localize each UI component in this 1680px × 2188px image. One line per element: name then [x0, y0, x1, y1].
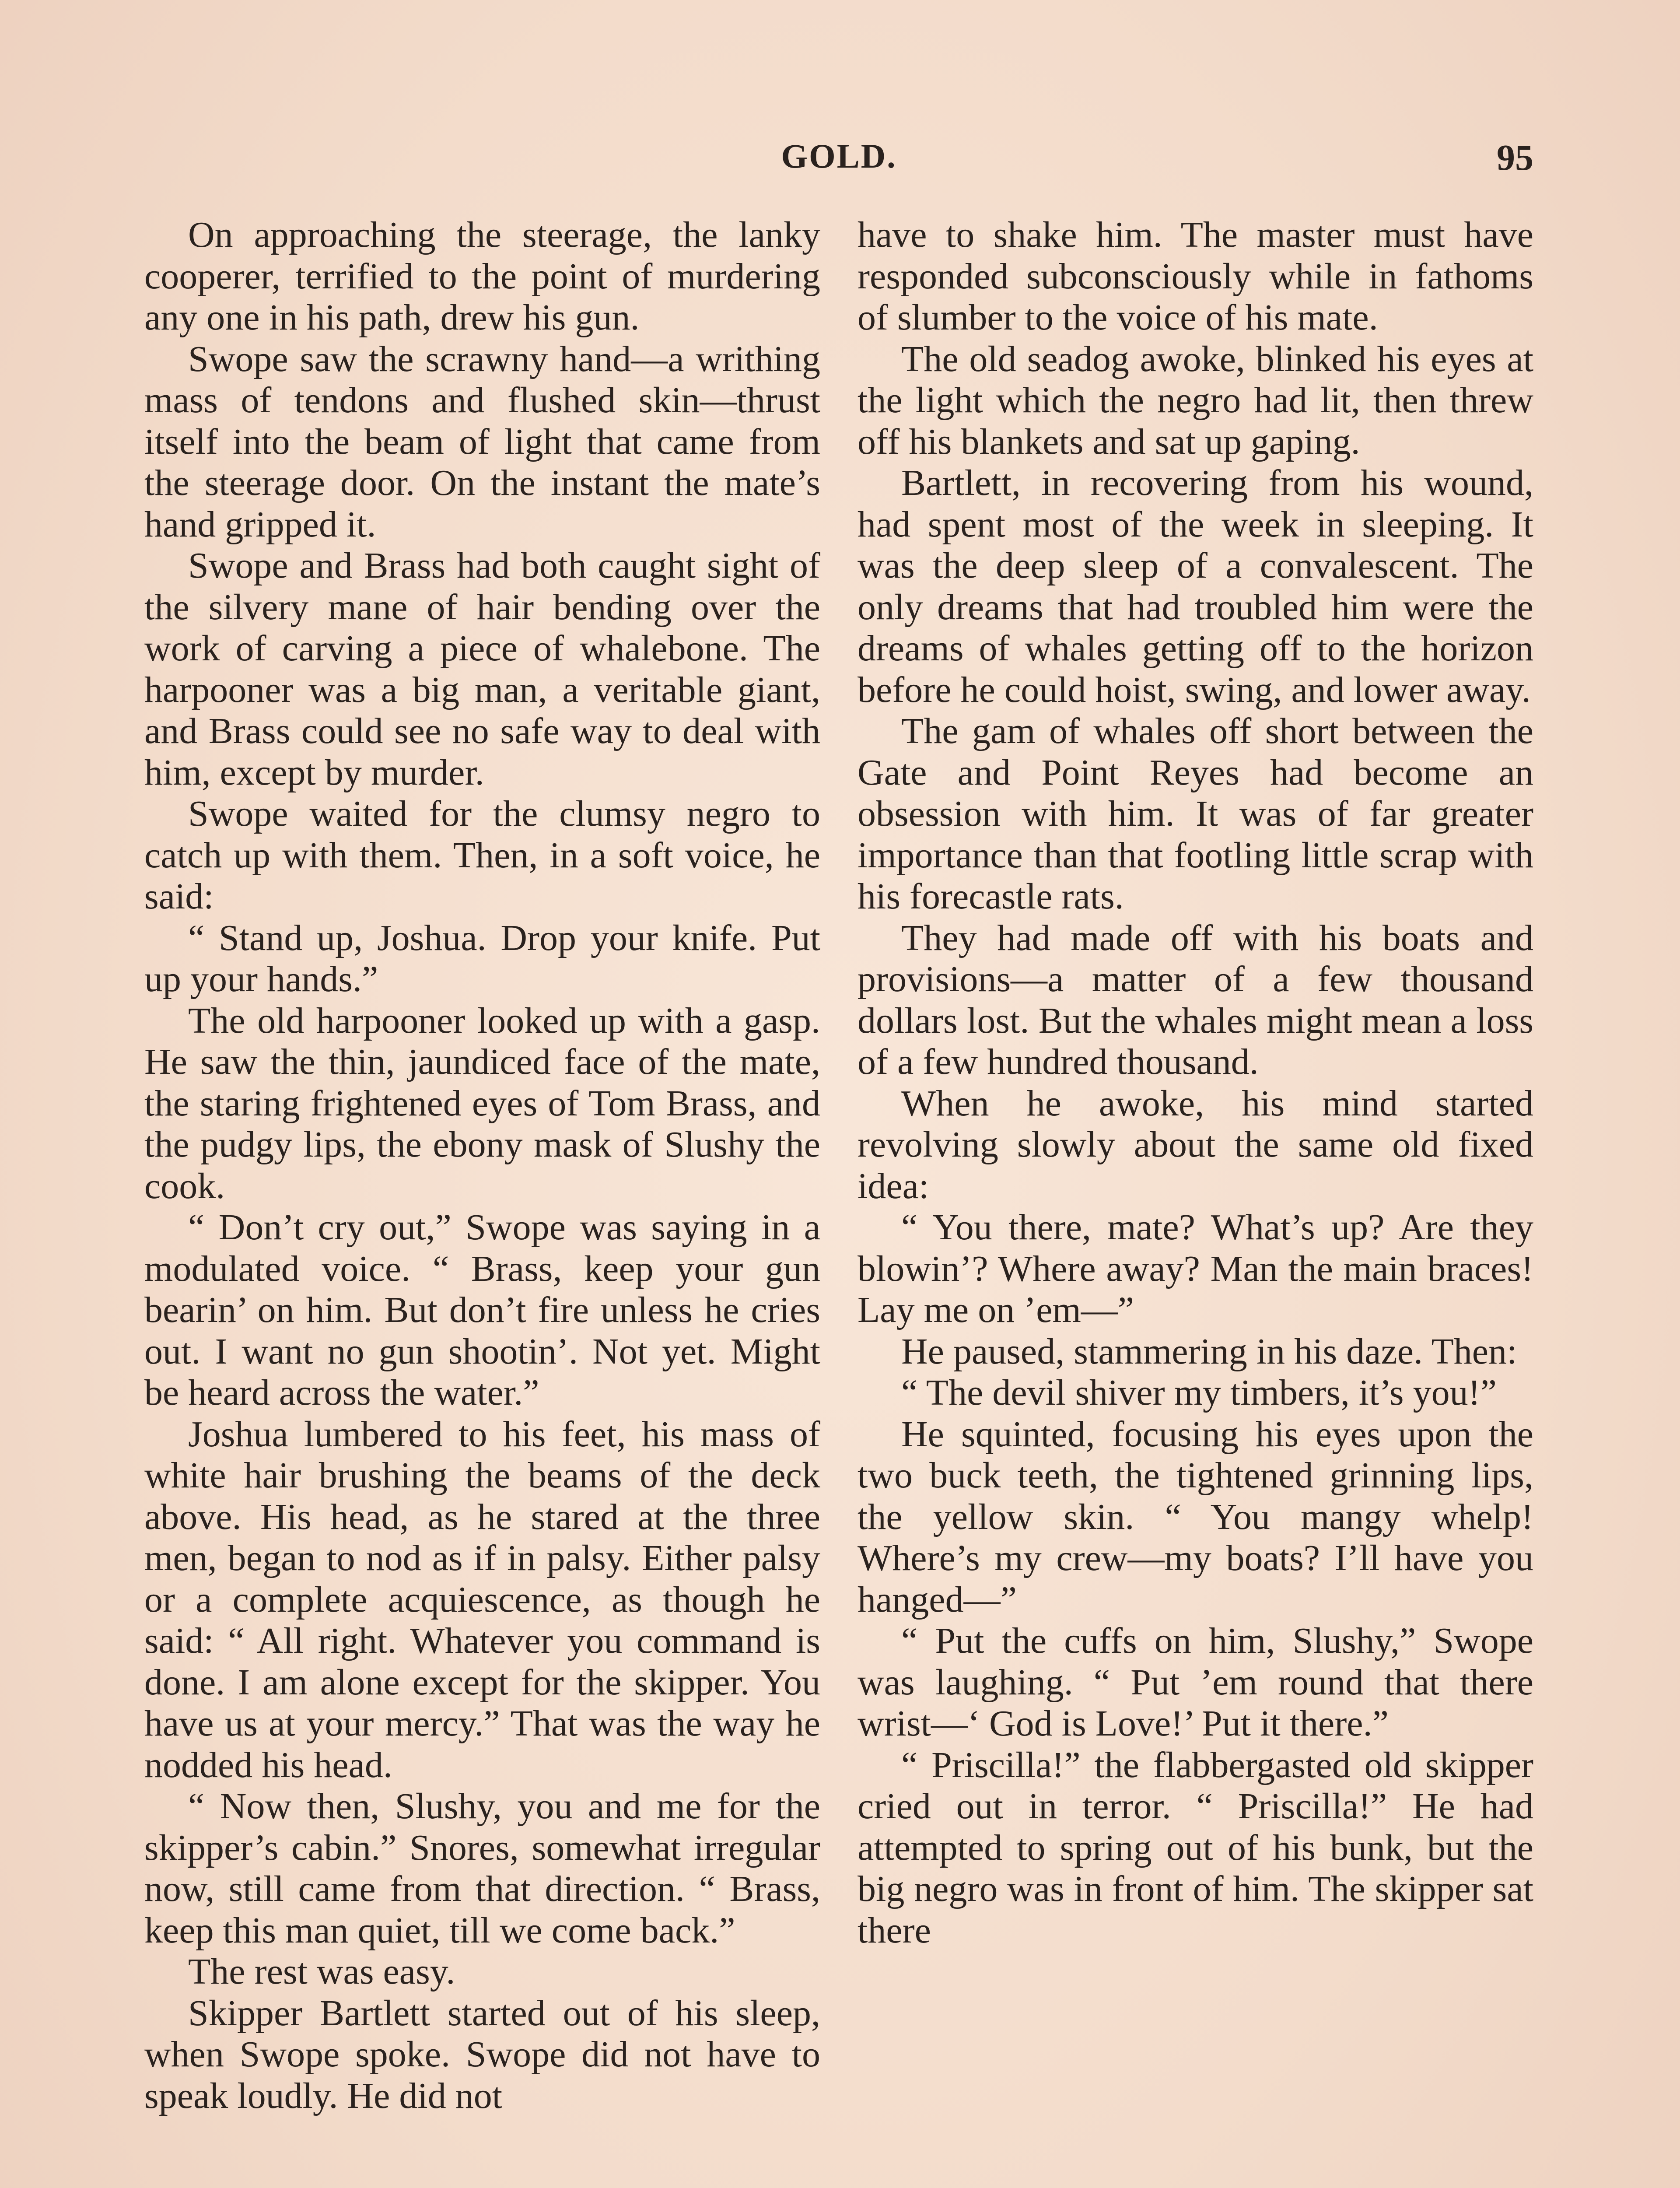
paragraph: The gam of whales off short between the Gate and Point Reyes had become an obsession with him. It was of far greater importance than that footling little scrap with his forecastle rats.	[858, 711, 1533, 917]
running-title: GOLD.	[781, 137, 897, 175]
paragraph: “ Now then, Slushy, you and me for the skipper’s cabin.” Snores, somewhat irregular now, still came from that direction. “ Brass, keep this man quiet, till we come back.”	[144, 1786, 820, 1951]
paragraph: Swope and Brass had both caught sight of the silvery mane of hair bending over the work of carving a piece of whalebone. The harpooner was a big man, a veritable giant, and Brass could see no safe way to deal with him, except by murder.	[144, 545, 820, 793]
paragraph: When he awoke, his mind started revolving slowly about the same old fixed idea:	[858, 1083, 1533, 1206]
paragraph: have to shake him. The master must have responded subconsciously while in fathoms of slumber to the voice of his mate.	[858, 214, 1533, 338]
paragraph: Swope waited for the clumsy negro to catch up with them. Then, in a soft voice, he said:	[144, 793, 820, 917]
paragraph: The old seadog awoke, blinked his eyes at the light which the negro had lit, then threw off his blankets and sat up gaping.	[858, 338, 1533, 462]
paragraph: Skipper Bartlett started out of his sleep, when Swope spoke. Swope did not have to speak loudly. He did not	[144, 1992, 820, 2116]
page-number: 95	[1497, 137, 1533, 178]
paragraph: “ Stand up, Joshua. Drop your knife. Put up your hands.”	[144, 917, 820, 999]
paragraph: Joshua lumbered to his feet, his mass of white hair brushing the beams of the deck above. His head, as he stared at the three men, began to nod as if in palsy. Either palsy or a complete acquiescence, as though he said: “ All right. Whatever you command is done. I am alone except for the skipper. You have us at your mercy.” That was the way he nodded his head.	[144, 1413, 820, 1785]
paragraph: “ Don’t cry out,” Swope was saying in a modulated voice. “ Brass, keep your gun bearin’ on him. But don’t fire unless he cries out. I want no gun shootin’. Not yet. Might be heard across the water.”	[144, 1207, 820, 1413]
paragraph: They had made off with his boats and provisions—a matter of a few thousand dollars lost. But the whales might mean a loss of a few hundred thousand.	[858, 917, 1533, 1082]
paragraph: The old harpooner looked up with a gasp. He saw the thin, jaundiced face of the mate, the staring frightened eyes of Tom Brass, and the pudgy lips, the ebony mask of Slushy the cook.	[144, 1000, 820, 1206]
paragraph: Bartlett, in recovering from his wound, had spent most of the week in sleeping. It was the deep sleep of a convalescent. The only dreams that had troubled him were the dreams of whales getting off to the horizon before he could hoist, swing, and lower away.	[858, 463, 1533, 710]
paragraph: “ Priscilla!” the flabbergasted old skipper cried out in terror. “ Priscilla!” He had attempted to spring out of his bunk, but the big negro was in front of him. The skipper sat there	[858, 1744, 1533, 1951]
page-header	[144, 137, 1533, 185]
paragraph: He squinted, focusing his eyes upon the two buck teeth, the tightened grinning lips, the yellow skin. “ You mangy whelp! Where’s my crew—my boats? I’ll have you hanged—”	[858, 1413, 1533, 1620]
paragraph: “ You there, mate? What’s up? Are they blowin’? Where away? Man the main braces! Lay me on ’em—”	[858, 1207, 1533, 1330]
paragraph: The rest was easy.	[188, 1951, 455, 1992]
paragraph: Swope saw the scrawny hand—a writhing mass of tendons and flushed skin—thrust itself into the beam of light that came from the steerage door. On the instant the mate’s hand gripped it.	[144, 338, 820, 545]
left-column	[144, 214, 820, 2117]
right-column	[858, 214, 1533, 1951]
paragraph: He paused, stammering in his daze. Then:	[901, 1331, 1517, 1372]
paragraph: “ The devil shiver my timbers, it’s you!”	[901, 1372, 1497, 1413]
paragraph: “ Put the cuffs on him, Slushy,” Swope was laughing. “ Put ’em round that there wrist—‘ God is Love!’ Put it there.”	[858, 1620, 1533, 1744]
paragraph: On approaching the steerage, the lanky cooperer, terrified to the point of murdering any one in his path, drew his gun.	[144, 214, 820, 338]
